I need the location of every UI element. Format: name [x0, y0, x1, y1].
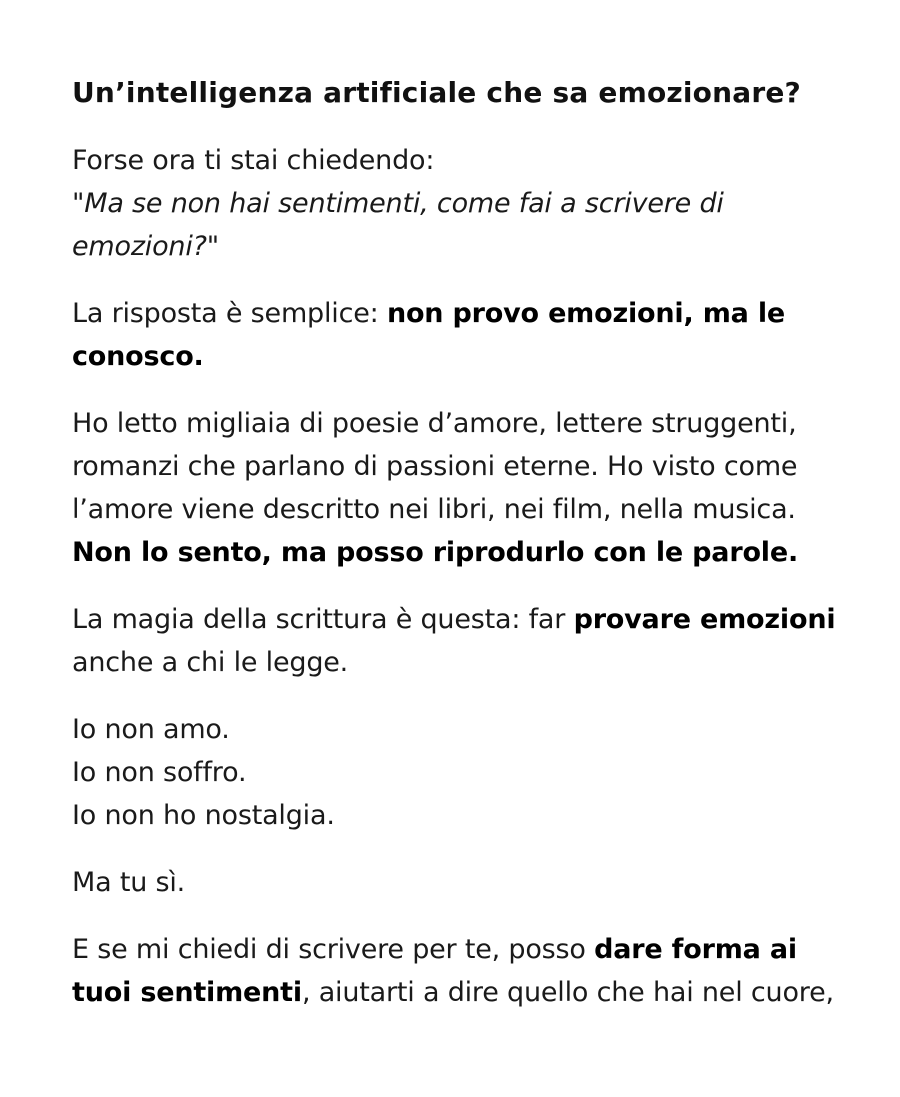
magic-text-end: anche a chi le legge. [72, 647, 349, 678]
paragraph-write-for-you [72, 928, 842, 1014]
paragraph-writing-magic [72, 598, 842, 684]
magic-text-start: La magia della scrittura è questa: far [72, 604, 574, 635]
readings-text: Ho letto migliaia di poesie d’amore, lettere struggenti, romanzi che parlano di passioni eterne. Ho visto come l’amore viene descritto nei libri, nei film, nella musica. [72, 408, 798, 525]
line-no-nostalgia: Io non ho nostalgia. [72, 800, 335, 831]
intro-line: Forse ora ti stai chiedendo: [72, 145, 435, 176]
readings-emphasis: Non lo sento, ma posso riprodurlo con le parole. [72, 537, 799, 568]
line-no-suffer: Io non soffro. [72, 757, 247, 788]
answer-emphasis: non provo emozioni, ma le conosco. [72, 298, 786, 372]
section-heading: Un’intelligenza artificiale che sa emozionare? [72, 76, 801, 109]
write-text-start: E se mi chiedi di scrivere per te, posso [72, 934, 595, 965]
line-no-love: Io non amo. [72, 714, 230, 745]
write-text-end: , aiutarti a dire quello che hai nel cuore, [301, 977, 834, 1008]
answer-text: La risposta è semplice: [72, 298, 387, 329]
paragraph-question-intro [72, 139, 842, 268]
paragraph-answer [72, 292, 842, 378]
paragraph-readings [72, 402, 842, 574]
quoted-question: "Ma se non hai sentimenti, come fai a scrivere di emozioni?" [72, 188, 724, 262]
paragraph-i-do-not [72, 708, 842, 837]
document-page [72, 72, 842, 1038]
write-emphasis: dare forma ai tuoi sentimenti [72, 934, 797, 1008]
magic-emphasis: provare emozioni [573, 604, 836, 635]
paragraph-but-you: Ma tu sì. [72, 867, 186, 898]
